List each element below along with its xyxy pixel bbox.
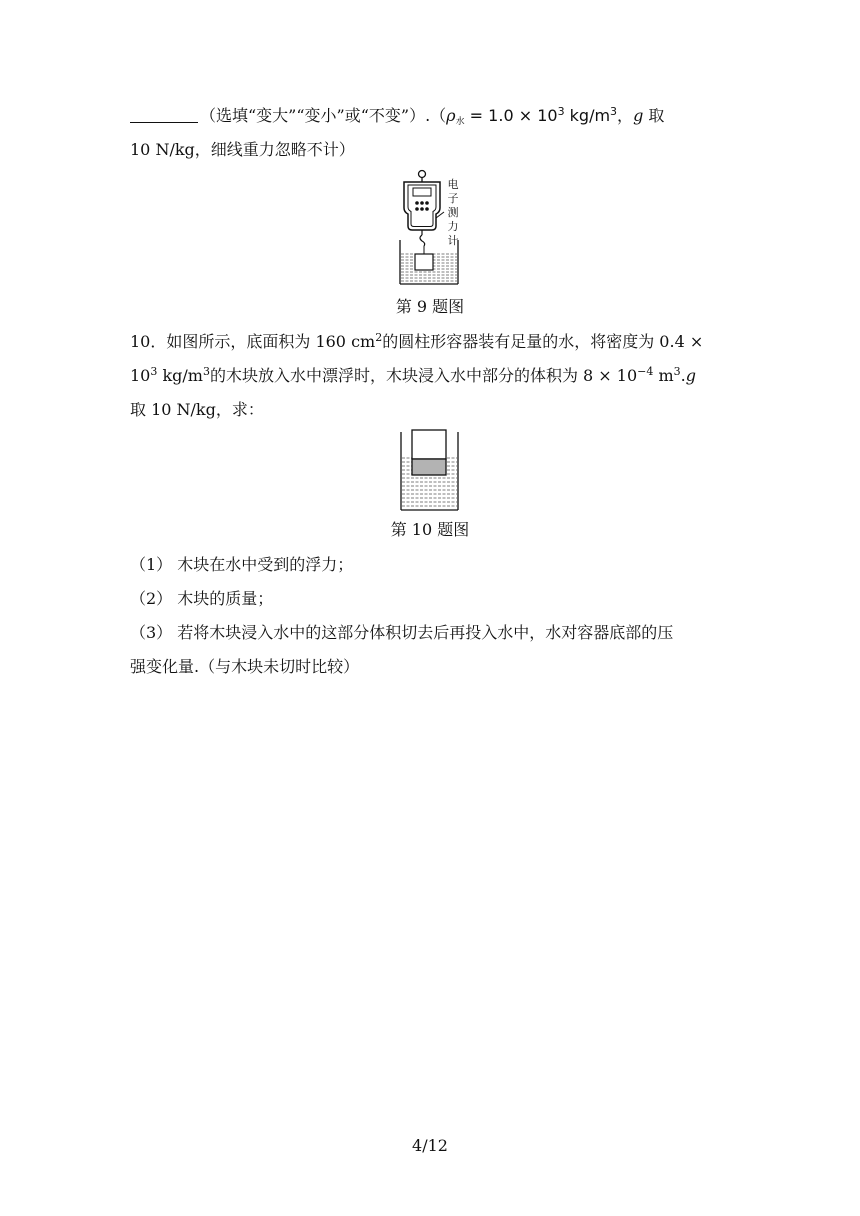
q10-sub-2: （2） 木块的质量； — [130, 589, 274, 608]
answer-blank[interactable] — [130, 106, 198, 123]
figure-label-char: 电 — [447, 178, 459, 191]
figure-10-caption: 第 10 题图 — [390, 520, 470, 539]
figure-9-caption: 第 9 题图 — [395, 297, 465, 316]
figure-10-floating-block — [400, 428, 460, 512]
figure-label-char: 力 — [447, 220, 459, 233]
figure-label-char: 计 — [447, 234, 459, 247]
q10-line-3: 取 10 N/kg，求： — [130, 400, 264, 419]
q10-sub-3a: （3） 若将木块浸入水中的这部分体积切去后再投入水中，水对容器底部的压 — [130, 623, 674, 642]
q10-line-1: 10．如图所示，底面积为 160 $cm^2$的圆柱形容器装有足量的水，将密度为 0.4 × — [130, 331, 704, 351]
q9-line-1: （选填“变大”“变小”或“不变$”).(\rho_水 = 1.0 \times 10^3$ $kg/m^3$，g 取 — [130, 106, 664, 126]
q9-line-2: 10 N/kg，细线重力忽略不计） — [130, 140, 355, 159]
page-number: 4/12 — [412, 1136, 448, 1155]
q10-sub-3b: 强变化量.（与木块未切时比较） — [130, 657, 360, 676]
figure-label-char: 子 — [447, 192, 459, 205]
q10-line-2: $10^3$ $kg/m^3$的木块放入水中漂浮时，木块浸入水中部分的体积为 $8 \times 10^{-4}$ $m^3.g$ — [130, 365, 696, 385]
figure-9-force-meter — [378, 168, 498, 288]
figure-label-char: 测 — [447, 206, 459, 219]
q10-sub-1: （1） 木块在水中受到的浮力； — [130, 555, 354, 574]
